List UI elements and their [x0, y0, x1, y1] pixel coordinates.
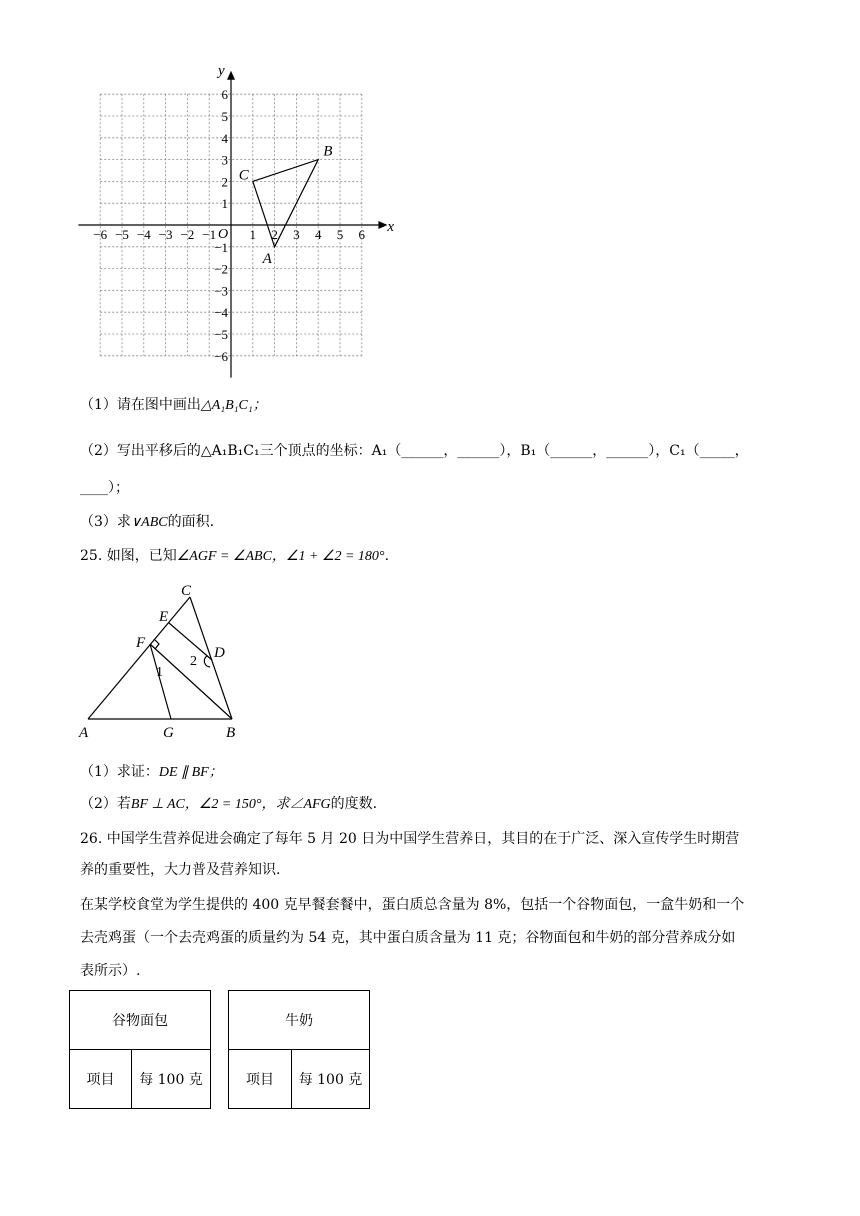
- q24-part3-math: ∨ABC: [130, 515, 168, 530]
- origin-label: O: [218, 227, 229, 242]
- label-e: E: [159, 609, 169, 625]
- q25-part2: [80, 794, 377, 815]
- triangle-abc: [239, 144, 333, 267]
- vertex-label-c: C: [238, 167, 249, 184]
- x-axis-label: x: [387, 219, 395, 235]
- y-tick-label: −6: [214, 348, 228, 364]
- q26-line5: 表所示）.: [80, 963, 141, 979]
- axes: [78, 65, 394, 378]
- table-milk-col1: 项目: [229, 1050, 292, 1109]
- y-tick-label: 3: [221, 152, 228, 168]
- x-tick-label: −1: [202, 227, 217, 242]
- q24-part3-prefix: （3）求: [80, 514, 131, 530]
- label-g: G: [163, 725, 174, 741]
- y-axis-arrow: [227, 71, 235, 80]
- x-tick-label: −2: [180, 227, 195, 242]
- label-b: B: [226, 725, 236, 741]
- y-axis-label: y: [218, 65, 225, 79]
- q26-line1: 26. 中国学生营养促进会确定了每年 5 月 20 日为中国学生营养日，其目的在于广泛、深入宣传学生时期营: [80, 831, 740, 847]
- y-tick-label: −5: [214, 327, 228, 342]
- y-tick-label: −3: [214, 283, 228, 299]
- q25-stem: [80, 546, 399, 567]
- y-tick-label: 5: [221, 109, 228, 124]
- q24-part2-cont: ____）；: [80, 480, 129, 496]
- q24-part2: （2）写出平移后的△A₁B₁C₁三个顶点的坐标：A₁（______，______），B₁（______，______），C₁（_____，: [80, 443, 749, 459]
- q24-part1-math: △A₁B₁C₁；: [200, 398, 267, 413]
- q25-part1-math: DE ∥ BF；: [158, 765, 223, 780]
- q24-part3-suffix: 的面积.: [167, 514, 215, 530]
- label-2: 2: [190, 654, 197, 669]
- x-tick-label: 5: [336, 227, 344, 242]
- vertex-label-b: B: [323, 143, 333, 160]
- q26-line4: 去壳鸡蛋（一个去壳鸡蛋的质量约为 54 克，其中蛋白质含量为 11 克；谷物面包和牛奶的部分营养成分如: [80, 930, 736, 946]
- q26-line3: 在某学校食堂为学生提供的 400 克早餐套餐中，蛋白质总含量为 8%，包括一个谷物面包，一盒牛奶和一个: [80, 897, 745, 913]
- table-milk-col2: 每 100 克: [292, 1050, 370, 1109]
- y-tick-label: 6: [221, 87, 228, 103]
- table-grain-bread-col2: 每 100 克: [132, 1050, 211, 1109]
- x-tick-label: 2: [271, 227, 278, 242]
- vertex-label-a: A: [262, 250, 272, 267]
- coordinate-grid-figure: [70, 65, 400, 385]
- label-c: C: [181, 583, 192, 599]
- segment-fg: [150, 644, 171, 719]
- q25-part2-suffix: 的度数.: [330, 796, 378, 812]
- label-f: F: [136, 635, 146, 651]
- label-1: 1: [156, 665, 163, 680]
- y-tick-label: −1: [214, 239, 228, 255]
- y-tick-label: −2: [214, 261, 228, 277]
- x-tick-label: −6: [93, 227, 108, 242]
- x-tick-label: 4: [314, 227, 322, 242]
- q26-line2: 养的重要性，大力普及营养知识.: [80, 862, 281, 878]
- x-tick-label: 1: [249, 227, 257, 242]
- q25-stem-prefix: 25. 如图，已知: [80, 548, 177, 564]
- table-grain-bread-title: 谷物面包: [70, 991, 211, 1050]
- x-tick-label: −5: [115, 227, 129, 242]
- q24-part1: [80, 395, 267, 416]
- q24-part3: [80, 512, 214, 533]
- q25-part2-math: BF ⊥ AC，∠2 = 150°，求∠AFG: [130, 797, 331, 812]
- label-d: D: [214, 645, 225, 661]
- y-tick-label: 1: [221, 196, 228, 212]
- segment-ac: [88, 597, 190, 719]
- table-grain-bread: [69, 990, 211, 1109]
- q25-stem-math: ∠AGF = ∠ABC，∠1 + ∠2 = 180°．: [176, 549, 399, 564]
- x-tick-label: −4: [136, 227, 151, 242]
- table-grain-bread-col1: 项目: [70, 1050, 132, 1109]
- y-tick-label: 2: [221, 174, 228, 190]
- x-tick-label: 6: [358, 227, 366, 242]
- x-tick-label: 3: [293, 227, 300, 242]
- q25-triangle-figure: [74, 578, 254, 743]
- y-tick-label: −4: [214, 305, 228, 321]
- q25-part2-prefix: （2）若: [80, 796, 131, 812]
- right-angle-mark: [154, 639, 159, 649]
- x-tick-label: −3: [158, 227, 173, 242]
- label-a: A: [79, 725, 89, 741]
- y-tick-label: 4: [221, 130, 228, 146]
- table-milk-title: 牛奶: [229, 991, 370, 1050]
- x-axis-arrow: [378, 221, 387, 229]
- q25-part1: [80, 762, 223, 783]
- q24-part1-text: （1）请在图中画出: [80, 397, 201, 413]
- q25-part1-text: （1）求证：: [80, 764, 159, 780]
- table-milk: [228, 990, 370, 1109]
